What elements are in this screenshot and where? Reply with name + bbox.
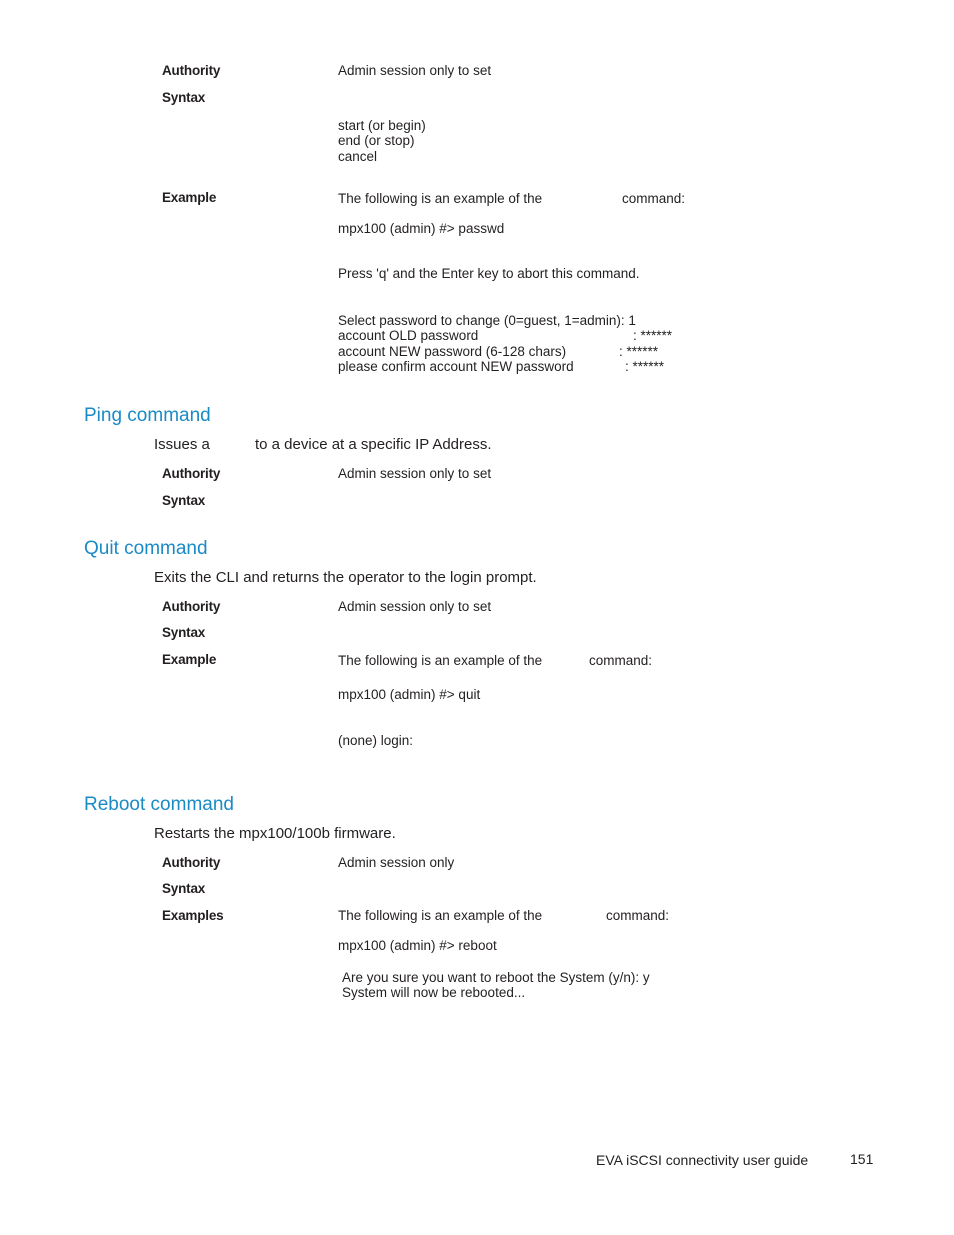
quit-heading: Quit command: [84, 538, 208, 559]
syntax-option: cancel: [338, 149, 378, 164]
prompt-line: account OLD password: [338, 328, 479, 343]
footer-title: EVA iSCSI connectivity user guide: [596, 1152, 809, 1168]
authority-value: Admin session only to set: [338, 63, 492, 78]
ping-intro: Issues a: [154, 436, 210, 453]
example-output: Are you sure you want to reboot the System (y/n): y: [342, 970, 650, 985]
masked-value: : ******: [633, 328, 673, 343]
example-intro-end: command:: [606, 908, 670, 923]
quit-intro: Exits the CLI and returns the operator to the login prompt.: [154, 569, 537, 586]
example-label: Example: [162, 652, 217, 667]
page-number: 151: [850, 1151, 874, 1167]
ping-heading: Ping command: [84, 405, 211, 426]
syntax-label: Syntax: [162, 493, 206, 508]
syntax-option: end (or stop): [338, 133, 415, 148]
abort-message: Press 'q' and the Enter key to abort this command.: [338, 266, 640, 281]
example-intro: The following is an example of the: [338, 191, 543, 206]
prompt-line: please confirm account NEW password: [338, 359, 574, 374]
example-intro: The following is an example of the: [338, 653, 543, 668]
syntax-option: start (or begin): [338, 118, 426, 133]
example-intro-end: command:: [589, 653, 653, 668]
authority-label: Authority: [162, 466, 221, 481]
masked-value: : ******: [619, 344, 659, 359]
example-command: mpx100 (admin) #> passwd: [338, 221, 505, 236]
example-intro-end: command:: [622, 191, 686, 206]
authority-value: Admin session only to set: [338, 466, 492, 481]
authority-value: Admin session only: [338, 855, 455, 870]
authority-label: Authority: [162, 855, 221, 870]
example-output: System will now be rebooted...: [342, 985, 526, 1000]
syntax-label: Syntax: [162, 881, 206, 896]
example-output: (none) login:: [338, 733, 414, 748]
examples-label: Examples: [162, 908, 224, 923]
ping-intro-end: to a device at a specific IP Address.: [255, 436, 492, 453]
authority-label: Authority: [162, 63, 221, 78]
prompt-line: Select password to change (0=guest, 1=admin): 1: [338, 313, 636, 328]
authority-value: Admin session only to set: [338, 599, 492, 614]
example-label: Example: [162, 190, 217, 205]
syntax-label: Syntax: [162, 625, 206, 640]
reboot-heading: Reboot command: [84, 794, 234, 815]
prompt-line: account NEW password (6-128 chars): [338, 344, 567, 359]
example-intro: The following is an example of the: [338, 908, 543, 923]
example-command: mpx100 (admin) #> quit: [338, 687, 481, 702]
example-command: mpx100 (admin) #> reboot: [338, 938, 497, 953]
reboot-intro: Restarts the mpx100/100b firmware.: [154, 825, 396, 842]
masked-value: : ******: [625, 359, 665, 374]
syntax-label: Syntax: [162, 90, 206, 105]
authority-label: Authority: [162, 599, 221, 614]
